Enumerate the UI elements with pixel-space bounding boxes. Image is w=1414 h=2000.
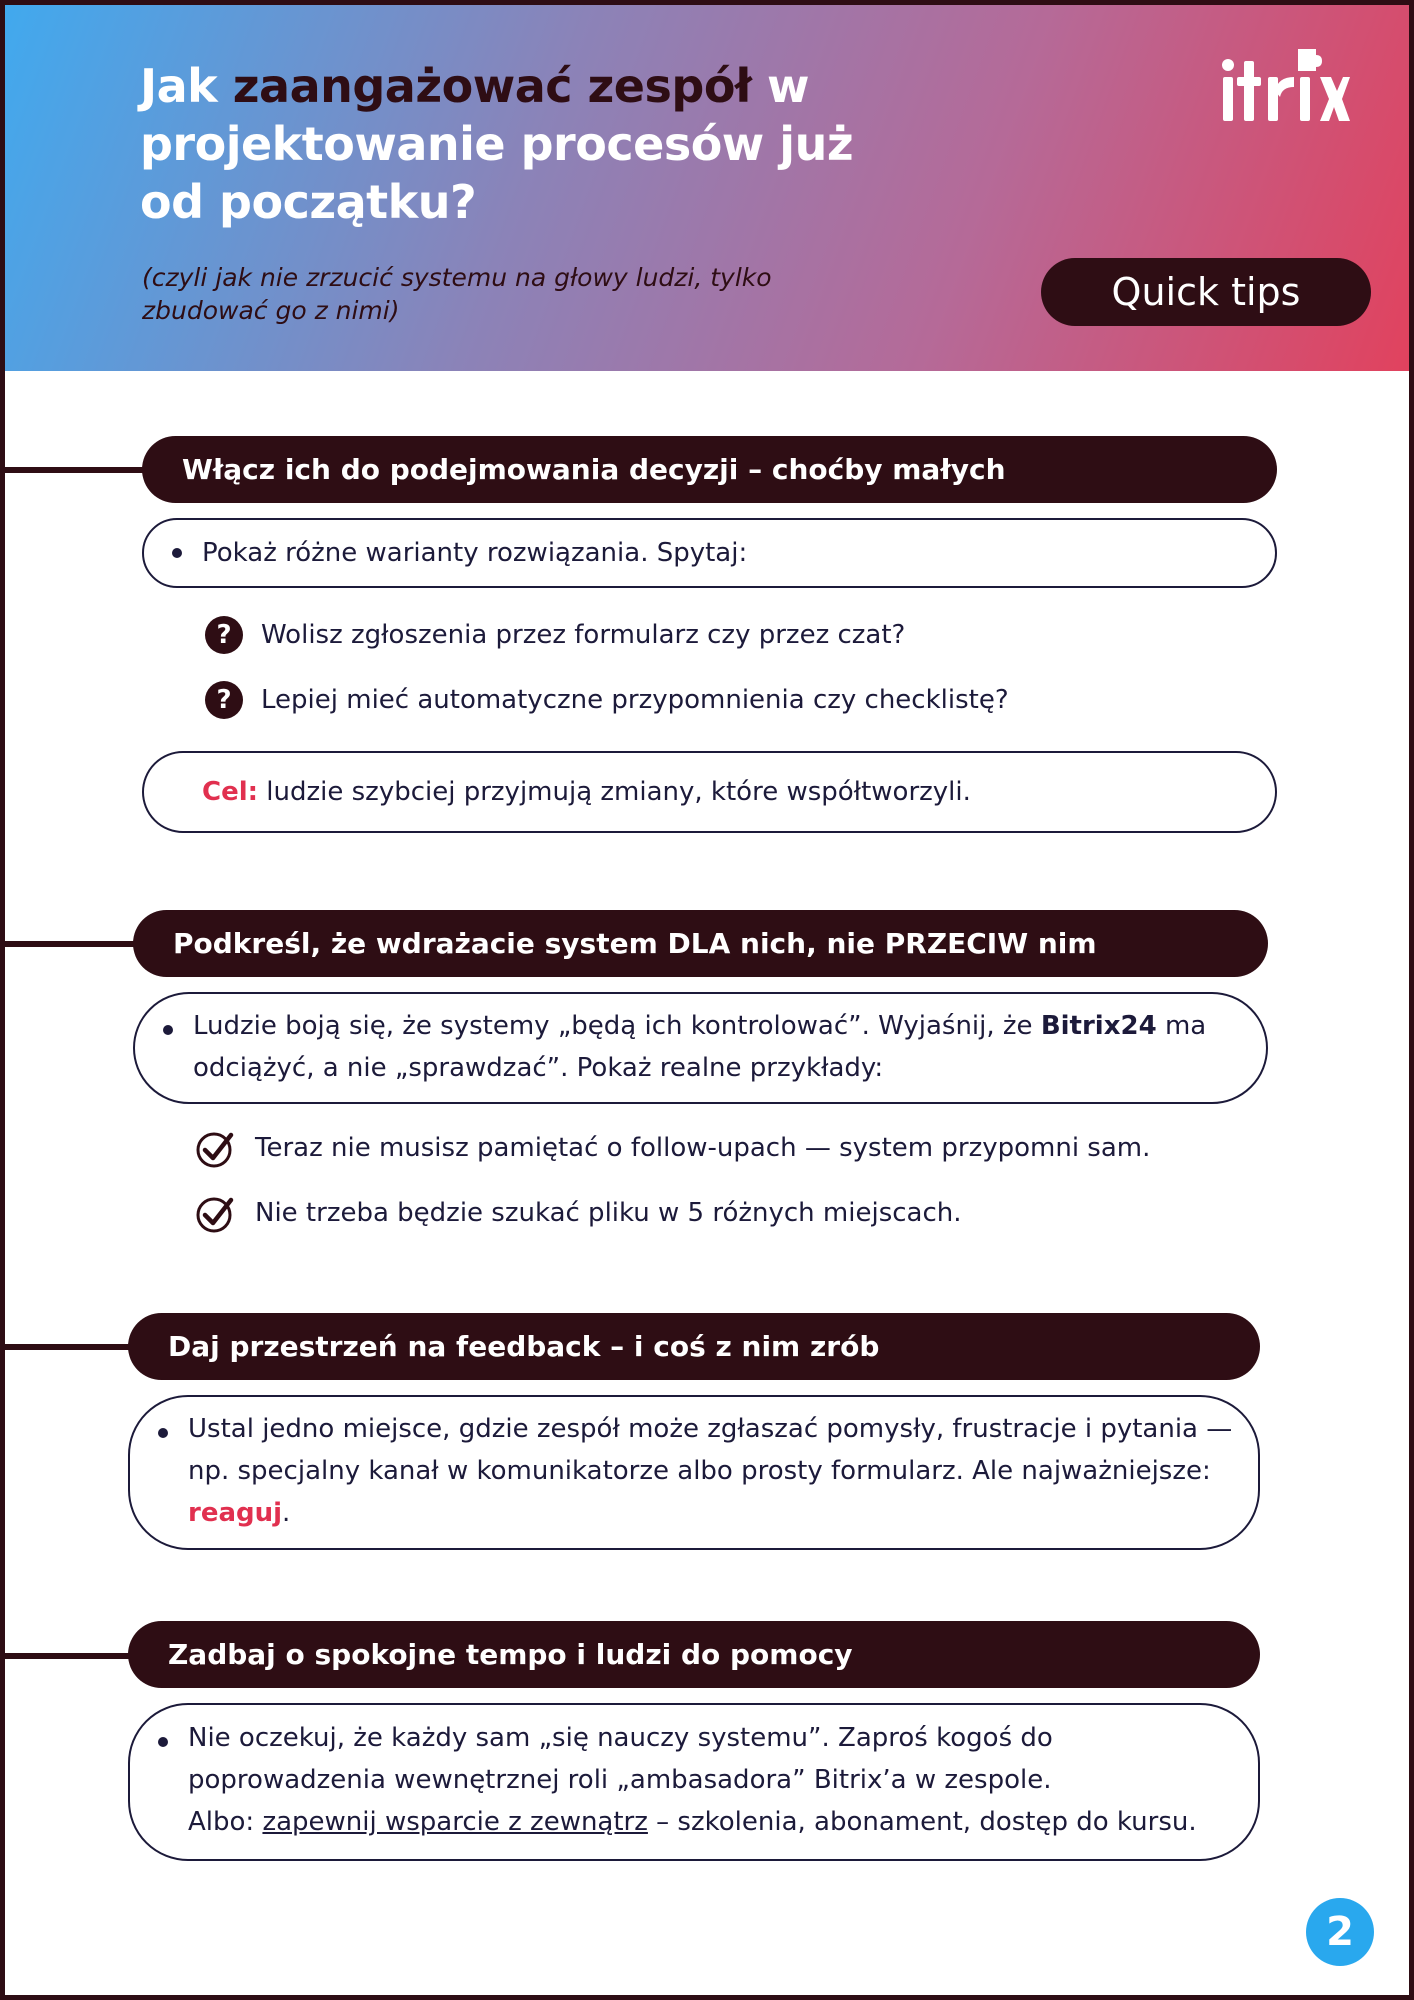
section-heading: Daj przestrzeń na feedback – i coś z nim zrób <box>128 1313 1260 1380</box>
reaguj-highlight: reaguj <box>188 1498 283 1528</box>
section-connector <box>5 1344 135 1350</box>
goal-label: Cel: <box>202 777 259 807</box>
page-subtitle: (czyli jak nie zrzucić systemu na głowy ludzi, tylko zbudować go z nimi) <box>142 263 772 325</box>
title-part-1: Jak <box>140 59 233 113</box>
bullet-text: Ludzie boją się, że systemy „będą ich kontrolować”. Wyjaśnij, że Bitrix24 ma odciążyć, a nie „sprawdzać”. Pokaż realne przykłady: <box>193 1011 1207 1083</box>
quick-tips-badge: Quick tips <box>1041 258 1371 326</box>
list-item-text: Teraz nie musisz pamiętać o follow-upach — system przypomni sam. <box>255 1133 1151 1163</box>
section-connector <box>5 467 150 473</box>
header-banner <box>5 5 1409 371</box>
section-heading: Zadbaj o spokojne tempo i ludzi do pomocy <box>128 1621 1260 1688</box>
bullet-box <box>128 1703 1260 1861</box>
list-item-text: Wolisz zgłoszenia przez formularz czy przez czat? <box>261 620 906 650</box>
list-item <box>205 615 905 655</box>
itrix-logo <box>1220 47 1350 127</box>
bullet-dot <box>172 548 182 558</box>
page-title <box>140 57 920 231</box>
bitrix24-bold: Bitrix24 <box>1040 1011 1157 1041</box>
title-part-2: w projektowanie procesów już od początku? <box>140 59 854 229</box>
title-highlight: zaangażować zespół <box>232 59 752 113</box>
section-connector <box>5 941 140 947</box>
external-support-link: zapewnij wsparcie z zewnątrz <box>262 1807 648 1837</box>
bullet-box <box>128 1395 1260 1550</box>
bullet-dot <box>158 1737 168 1747</box>
bullet-text: Nie oczekuj, że każdy sam „się nauczy systemu”. Zaproś kogoś do poprowadzenia wewnętrznej roli „ambasadora” Bitrix’a w zespole. Albo: zapewnij wsparcie z zewnątrz – szkolenia, abonament, dostęp do kursu. <box>188 1723 1197 1837</box>
section-connector <box>5 1653 135 1659</box>
question-icon: ? <box>205 616 243 654</box>
goal-box <box>142 751 1277 833</box>
question-icon: ? <box>205 681 243 719</box>
bullet-text: Ustal jedno miejsce, gdzie zespół może zgłaszać pomysły, frustracje i pytania — np. specjalny kanał w komunikatorze albo prosty formularz. Ale najważniejsze: reaguj. <box>188 1414 1233 1528</box>
bullet-text: Pokaż różne warianty rozwiązania. Spytaj: <box>202 538 748 568</box>
section-heading: Włącz ich do podejmowania decyzji – choćby małych <box>142 436 1277 503</box>
list-item <box>195 1193 962 1233</box>
goal-body: ludzie szybciej przyjmują zmiany, które współtworzyli. <box>258 777 971 807</box>
list-item-text: Nie trzeba będzie szukać pliku w 5 różnych miejscach. <box>255 1198 962 1228</box>
check-circle-icon <box>195 1127 237 1169</box>
list-item-text: Lepiej mieć automatyczne przypomnienia czy checklistę? <box>261 685 1009 715</box>
bullet-box <box>133 992 1268 1104</box>
bullet-dot <box>158 1428 168 1438</box>
list-item <box>205 680 1009 720</box>
bullet-dot <box>163 1025 173 1035</box>
bullet-box <box>142 518 1277 588</box>
goal-text <box>202 771 1255 813</box>
page-number-badge: 2 <box>1306 1898 1374 1966</box>
section-heading: Podkreśl, że wdrażacie system DLA nich, nie PRZECIW nim <box>133 910 1268 977</box>
list-item <box>195 1128 1150 1168</box>
check-circle-icon <box>195 1192 237 1234</box>
